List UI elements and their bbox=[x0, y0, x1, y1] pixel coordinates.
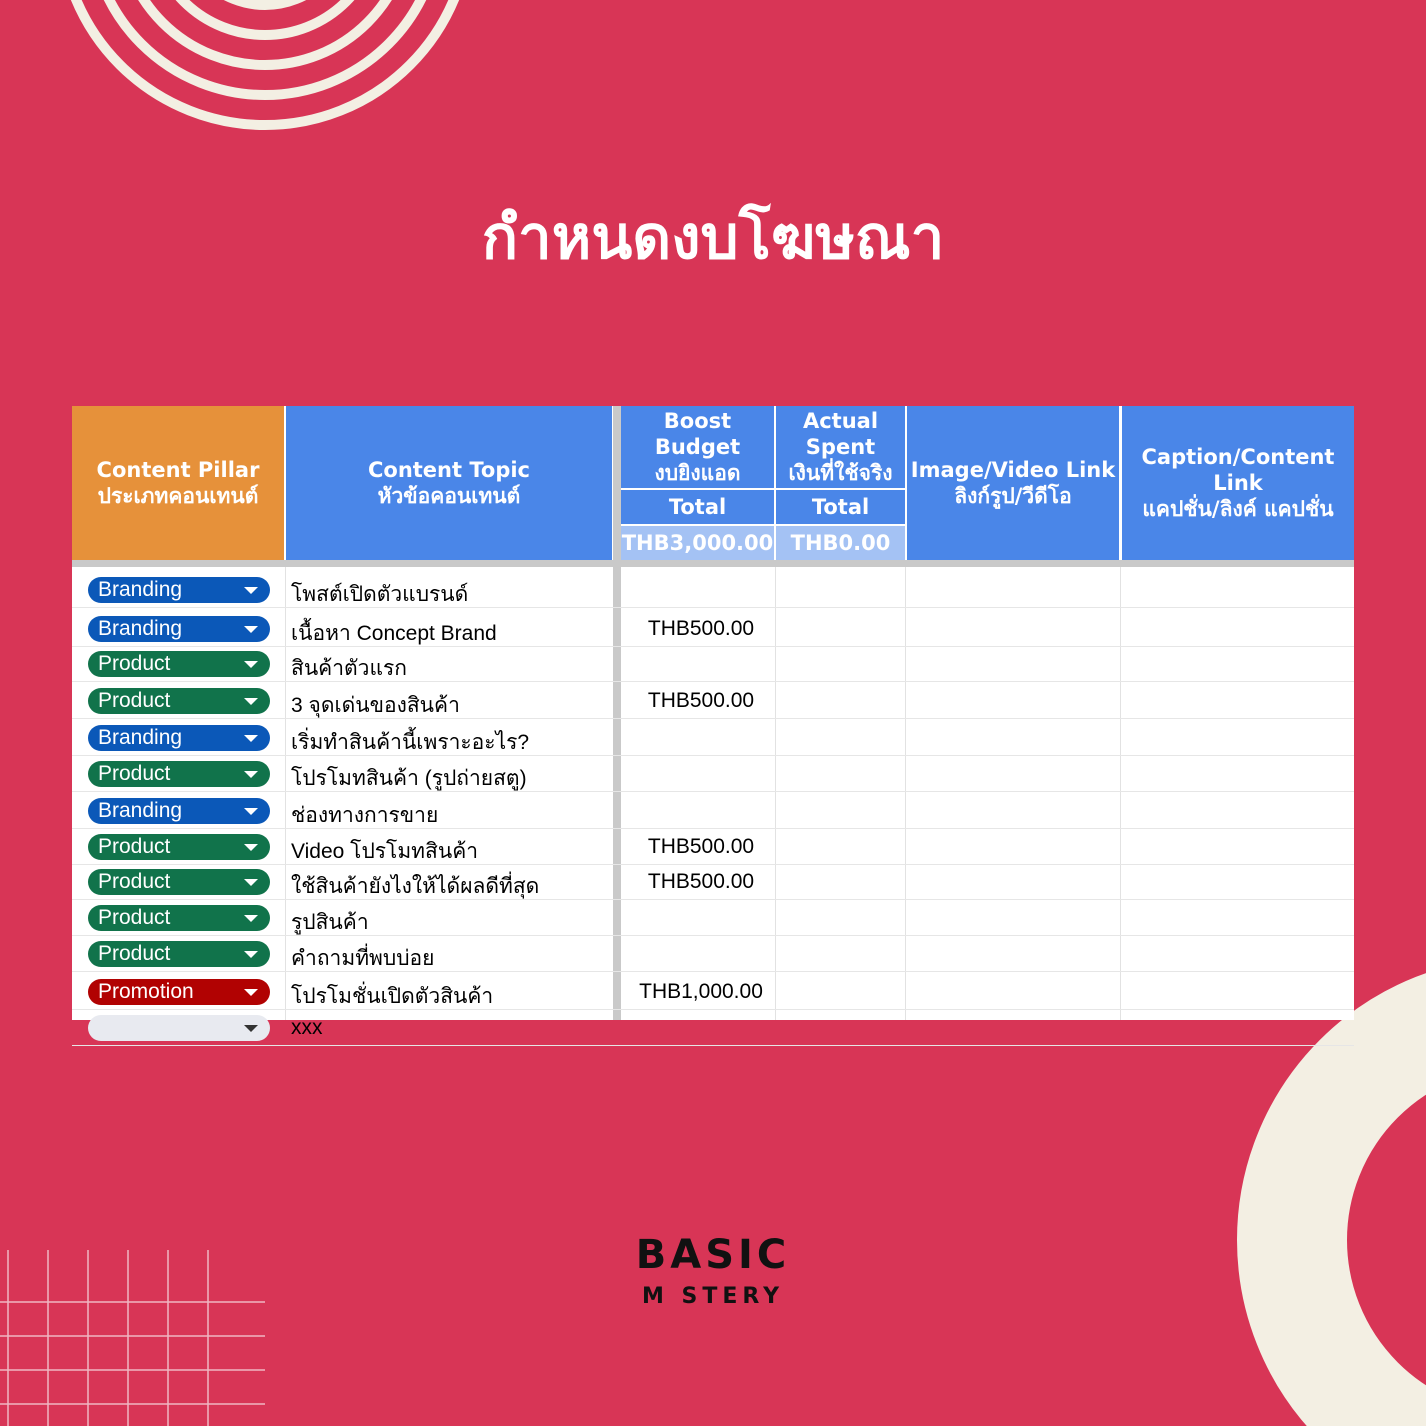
header-caption-1: Caption/Content bbox=[1141, 445, 1335, 469]
caret-down-icon bbox=[244, 661, 258, 668]
pillar-chip-label: Branding bbox=[98, 799, 183, 822]
actual-total-value: THB0.00 bbox=[776, 526, 905, 560]
table-row bbox=[72, 683, 1354, 719]
header-topic-en: Content Topic bbox=[367, 458, 530, 482]
pillar-dropdown-chip[interactable] bbox=[88, 941, 270, 967]
header-pillar-th: ประเภทคอนเทนต์ bbox=[97, 484, 259, 508]
content-topic-cell[interactable]: โปรโมชั่นเปิดตัวสินค้า bbox=[291, 985, 494, 1008]
header-content-topic bbox=[286, 406, 612, 560]
content-topic-cell[interactable]: ใช้สินค้ายังไงให้ได้ผลดีที่สุด bbox=[291, 875, 540, 898]
header-boost-3: งบยิงแอด bbox=[654, 461, 741, 485]
content-topic-cell[interactable]: คำถามที่พบบ่อย bbox=[291, 947, 435, 970]
header-image-video-link bbox=[907, 406, 1119, 560]
boost-budget-cell[interactable]: THB500.00 bbox=[647, 835, 755, 858]
header-content-pillar bbox=[72, 406, 284, 560]
frozen-row-divider[interactable] bbox=[72, 560, 1354, 567]
pillar-chip-label: Promotion bbox=[98, 980, 194, 1003]
pillar-chip-label: Product bbox=[98, 652, 171, 675]
caret-down-icon bbox=[244, 735, 258, 742]
pillar-chip-label: Branding bbox=[98, 726, 183, 749]
budget-spreadsheet bbox=[72, 406, 1354, 1039]
pillar-chip-label: Product bbox=[98, 689, 171, 712]
table-row bbox=[72, 793, 1354, 829]
caret-down-icon bbox=[244, 989, 258, 996]
header-caption-2: Link bbox=[1213, 471, 1263, 495]
table-row bbox=[72, 936, 1354, 972]
brand-logo-line2: M STERY bbox=[641, 1284, 785, 1309]
header-boost-1: Boost bbox=[663, 409, 732, 433]
table-row bbox=[72, 572, 1354, 608]
content-topic-cell[interactable]: สินค้าตัวแรก bbox=[291, 657, 407, 680]
pillar-dropdown-chip[interactable] bbox=[88, 616, 270, 642]
header-actual-1: Actual bbox=[802, 409, 879, 433]
concentric-arcs-decoration bbox=[0, 0, 520, 160]
pillar-dropdown-chip[interactable] bbox=[88, 869, 270, 895]
boost-budget-cell[interactable]: THB500.00 bbox=[647, 617, 755, 640]
pillar-chip-label: Branding bbox=[98, 617, 183, 640]
boost-total-value: THB3,000.00 bbox=[621, 526, 774, 560]
table-row bbox=[72, 756, 1354, 792]
boost-budget-cell[interactable]: THB1,000.00 bbox=[639, 980, 763, 1003]
table-row bbox=[72, 829, 1354, 865]
content-topic-cell[interactable]: โพสต์เปิดตัวแบรนด์ bbox=[291, 583, 469, 606]
pillar-dropdown-chip[interactable] bbox=[88, 798, 270, 824]
content-topic-cell[interactable]: โปรโมทสินค้า (รูปถ่ายสตู) bbox=[291, 767, 527, 790]
boost-budget-cell[interactable]: THB500.00 bbox=[647, 870, 755, 893]
table-row bbox=[72, 611, 1354, 647]
page-title: กำหนดงบโฆษณา bbox=[481, 203, 945, 273]
header-caption-link bbox=[1122, 406, 1354, 560]
caret-down-icon bbox=[244, 808, 258, 815]
pillar-dropdown-chip[interactable] bbox=[88, 1015, 270, 1041]
caret-down-icon bbox=[244, 879, 258, 886]
header-image-en: Image/Video Link bbox=[910, 458, 1116, 482]
header-actual-3: เงินที่ใช้จริง bbox=[788, 461, 893, 485]
brand-logo-line1: BASIC bbox=[635, 1232, 791, 1278]
content-topic-cell[interactable]: xxx bbox=[291, 1016, 323, 1039]
header-pillar-en: Content Pillar bbox=[96, 458, 260, 482]
content-topic-cell[interactable]: Video โปรโมทสินค้า bbox=[291, 840, 479, 863]
pillar-chip-label: Branding bbox=[98, 578, 183, 601]
caret-down-icon bbox=[244, 1025, 258, 1032]
table-row bbox=[72, 974, 1354, 1010]
header-topic-th: หัวข้อคอนเทนต์ bbox=[377, 484, 521, 508]
pillar-chip-label: Product bbox=[98, 906, 171, 929]
header-caption-3: แคปชั่น/ลิงค์ แคปชั่น bbox=[1142, 497, 1334, 521]
caret-down-icon bbox=[244, 698, 258, 705]
table-row bbox=[72, 864, 1354, 900]
pillar-dropdown-chip[interactable] bbox=[88, 725, 270, 751]
caret-down-icon bbox=[244, 626, 258, 633]
header-boost-2: Budget bbox=[654, 435, 741, 459]
content-topic-cell[interactable]: ช่องทางการขาย bbox=[291, 804, 439, 827]
pillar-chip-label: Product bbox=[98, 762, 171, 785]
actual-total-label: Total bbox=[776, 490, 905, 524]
content-topic-cell[interactable]: 3 จุดเด่นของสินค้า bbox=[291, 694, 460, 717]
caret-down-icon bbox=[244, 844, 258, 851]
header-actual-2: Spent bbox=[805, 435, 876, 459]
table-row bbox=[72, 1010, 1354, 1046]
header-boost-budget bbox=[621, 406, 774, 488]
pillar-dropdown-chip[interactable] bbox=[88, 651, 270, 677]
boost-total-label: Total bbox=[621, 490, 774, 524]
pillar-dropdown-chip[interactable] bbox=[88, 577, 270, 603]
content-topic-cell[interactable]: เนื้อหา Concept Brand bbox=[291, 622, 497, 645]
content-topic-cell[interactable]: รูปสินค้า bbox=[291, 911, 369, 934]
caret-down-icon bbox=[244, 587, 258, 594]
pillar-dropdown-chip[interactable] bbox=[88, 905, 270, 931]
table-row bbox=[72, 646, 1354, 682]
caret-down-icon bbox=[244, 951, 258, 958]
pillar-dropdown-chip[interactable] bbox=[88, 761, 270, 787]
header-image-th: ลิงก์รูป/วีดีโอ bbox=[954, 484, 1072, 508]
pillar-chip-label: Product bbox=[98, 870, 171, 893]
header-actual-spent bbox=[776, 406, 905, 488]
pillar-dropdown-chip[interactable] bbox=[88, 979, 270, 1005]
boost-budget-cell[interactable]: THB500.00 bbox=[647, 689, 755, 712]
table-row bbox=[72, 720, 1354, 756]
caret-down-icon bbox=[244, 915, 258, 922]
pillar-chip-label: Product bbox=[98, 942, 171, 965]
table-row bbox=[72, 900, 1354, 936]
caret-down-icon bbox=[244, 771, 258, 778]
pillar-chip-label: Product bbox=[98, 835, 171, 858]
pillar-dropdown-chip[interactable] bbox=[88, 688, 270, 714]
content-topic-cell[interactable]: เริ่มทำสินค้านี้เพราะอะไร? bbox=[291, 731, 530, 754]
pillar-dropdown-chip[interactable] bbox=[88, 834, 270, 860]
